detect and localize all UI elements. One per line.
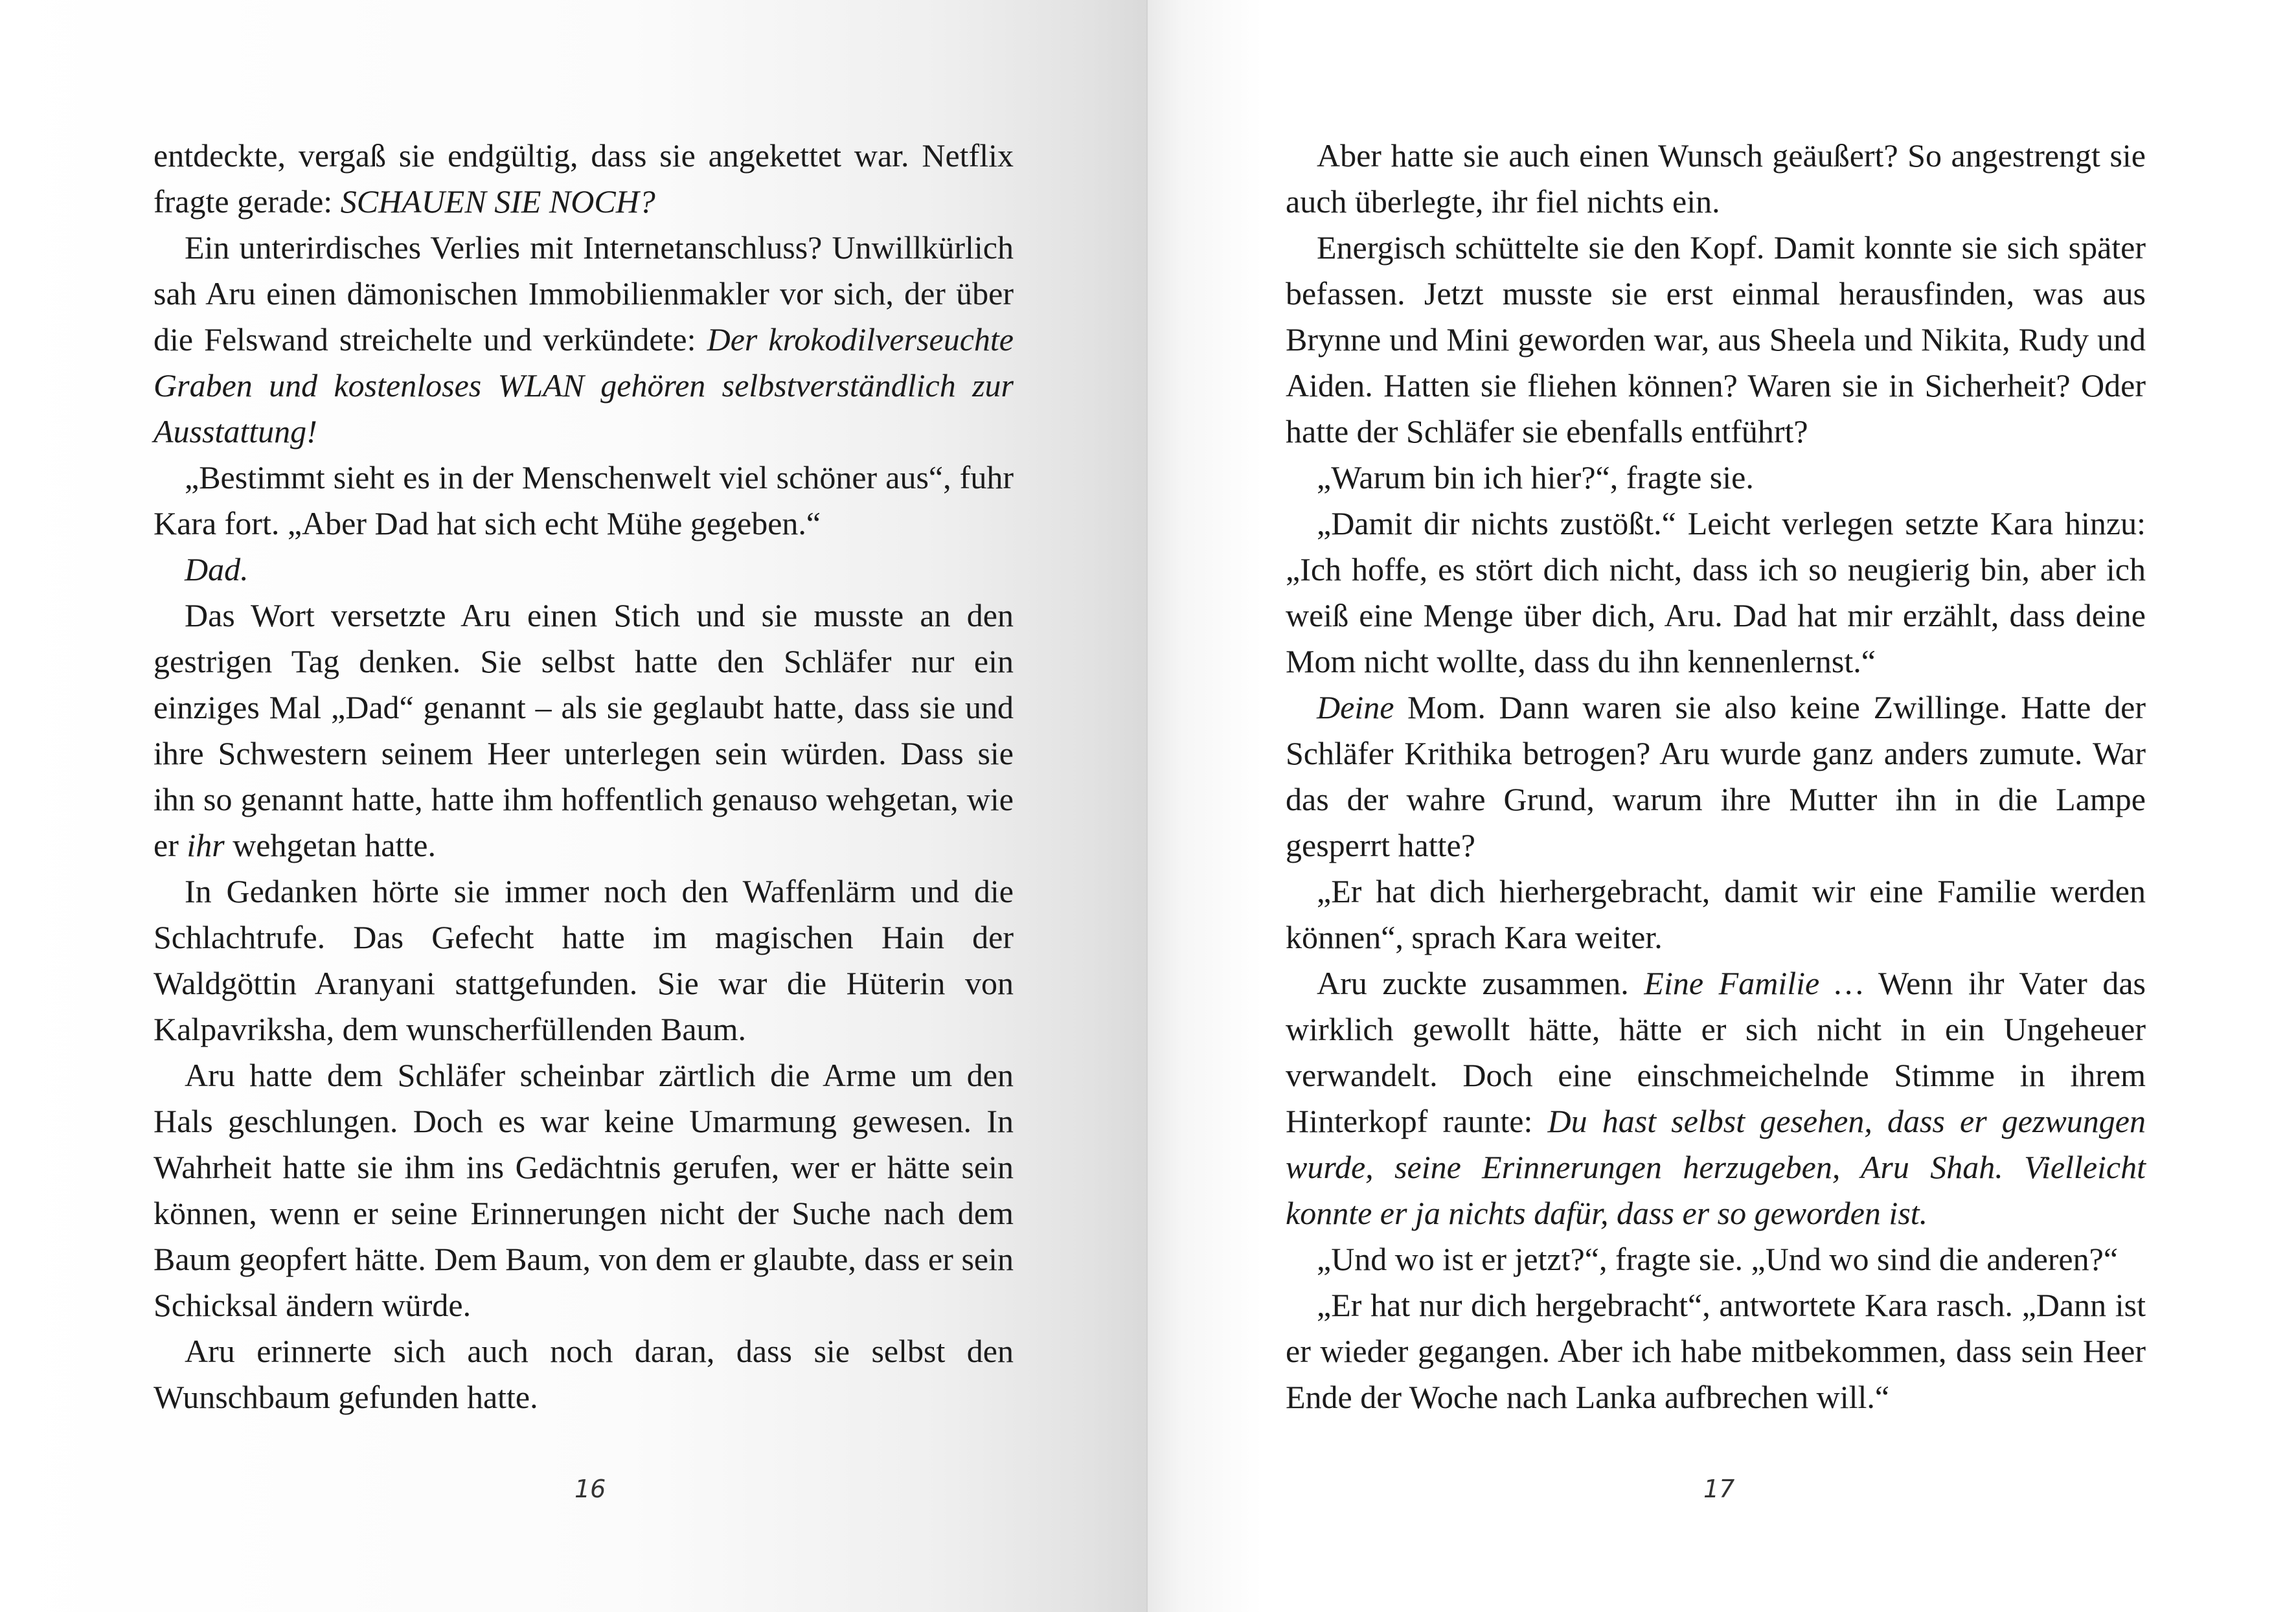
text-run: Ein unterirdisches Verlies mit Internetanschluss? Unwillkürlich sah Aru einen dämonischen Immobilienmakler vor sich, der über die Felswand streichelte und verkündete: [153,229,1014,358]
text-run: Aru hatte dem Schläfer scheinbar zärtlich die Arme um den Hals geschlungen. Doch es war keine Umarmung gewesen. In Wahrheit hatte sie ihm ins Gedächtnis gerufen, wer er hätte sein können, wenn er seine Erinnerungen nicht der Suche nach dem Baum geopfert hätte. Dem Baum, von dem er glaubte, dass er sein Schicksal ändern würde. [153,1057,1014,1323]
right-page-text [1286,133,2146,1420]
left-page-text [153,133,1014,1420]
text-run: entdeckte, vergaß sie endgültig, dass sie angekettet war. Netflix fragte gerade: [153,137,1014,220]
text-run: „Bestimmt sieht es in der Menschenwelt viel schöner aus“, fuhr Kara fort. „Aber Dad hat sich echt Mühe gegeben.“ [153,459,1014,541]
text-run: Aru erinnerte sich auch noch daran, dass sie selbst den Wunschbaum gefunden hatte. [153,1333,1014,1415]
text-run: „Und wo ist er jetzt?“, fragte sie. „Und wo sind die anderen?“ [1317,1241,2119,1277]
text-run: „Warum bin ich hier?“, fragte sie. [1317,459,1754,495]
text-run: „Er hat nur dich hergebracht“, antwortete Kara rasch. „Dann ist er wieder gegangen. Aber ich habe mitbekommen, dass sein Heer Ende der Woche nach Lanka aufbrechen will.“ [1286,1287,2146,1415]
paragraph [1286,1236,2146,1282]
paragraph [1286,225,2146,455]
paragraph [153,225,1014,455]
text-run: Mom. Dann waren sie also keine Zwillinge. Hatte der Schläfer Krithika betrogen? Aru wurde ganz anders zumute. War das der wahre Grund, warum ihre Mutter ihn in die Lampe gesperrt hatte? [1286,689,2146,863]
paragraph [1286,501,2146,685]
page-number: 16 [574,1475,606,1503]
paragraph [153,593,1014,868]
text-run: In Gedanken hörte sie immer noch den Waffenlärm und die Schlachtrufe. Das Gefecht hatte im magischen Hain der Waldgöttin Aranyani stattgefunden. Sie war die Hüterin von Kalpavriksha, dem wunscherfüllenden Baum. [153,873,1014,1047]
paragraph [1286,1282,2146,1420]
text-run: „Er hat dich hierhergebracht, damit wir eine Familie werden können“, sprach Kara weiter. [1286,873,2146,955]
paragraph [153,547,1014,593]
text-run: Das Wort versetzte Aru einen Stich und sie musste an den gestrigen Tag denken. Sie selbst hatte den Schläfer nur ein einziges Mal „Dad“ genannt – als sie geglaubt hatte, dass sie und ihre Schwestern seinem Heer unterlegen sein würden. Dass sie ihn so genannt hatte, hatte ihm hoffentlich genauso wehgetan, wie er [153,597,1014,863]
text-run: Wenn ihr Vater das wirklich gewollt hätte, hätte er sich nicht in ein Ungeheuer verwandelt. Doch eine einschmeichelnde Stimme in ihrem Hinterkopf raunte: [1286,965,2146,1139]
text-run-italic: Deine [1317,689,1394,725]
text-run: Aru zuckte zusammen. [1317,965,1644,1001]
paragraph [153,133,1014,225]
text-run-italic: Eine Familie … [1644,965,1864,1001]
text-run: Energisch schüttelte sie den Kopf. Damit konnte sie sich später befassen. Jetzt musste sie erst einmal herausfinden, was aus Brynne und Mini geworden war, aus Sheela und Nikita, Rudy und Aiden. Hatten sie fliehen können? Waren sie in Sicherheit? Oder hatte der Schläfer sie ebenfalls entführt? [1286,229,2146,449]
paragraph [153,1052,1014,1328]
text-run-italic: SCHAUEN SIE NOCH? [340,183,655,220]
text-run: Aber hatte sie auch einen Wunsch geäußert? So angestrengt sie auch überlegte, ihr fiel nichts ein. [1286,137,2146,220]
page-number: 17 [1703,1475,1735,1503]
paragraph [1286,455,2146,501]
text-run-italic: Dad. [185,551,249,587]
paragraph [153,1328,1014,1420]
paragraph [153,868,1014,1052]
right-page [1148,0,2296,1612]
text-run-italic: ihr [187,827,225,863]
paragraph [1286,960,2146,1236]
text-run-italic: Der krokodilverseuchte Graben und kostenloses WLAN gehören selbstverständlich zur Ausstattung! [153,321,1014,449]
text-run-italic: Du hast selbst gesehen, dass er gezwungen wurde, seine Erinnerungen herzugeben, Aru Shah. Vielleicht konnte er ja nichts dafür, dass er so geworden ist. [1286,1103,2146,1231]
text-run: wehgetan hatte. [224,827,436,863]
paragraph [1286,133,2146,225]
paragraph [1286,685,2146,868]
paragraph [1286,868,2146,960]
text-run: „Damit dir nichts zustößt.“ Leicht verlegen setzte Kara hinzu: „Ich hoffe, es stört dich nicht, dass ich so neugierig bin, aber ich weiß eine Menge über dich, Aru. Dad hat mir erzählt, dass deine Mom nicht wollte, dass du ihn kennenlernst.“ [1286,505,2146,679]
paragraph [153,455,1014,547]
